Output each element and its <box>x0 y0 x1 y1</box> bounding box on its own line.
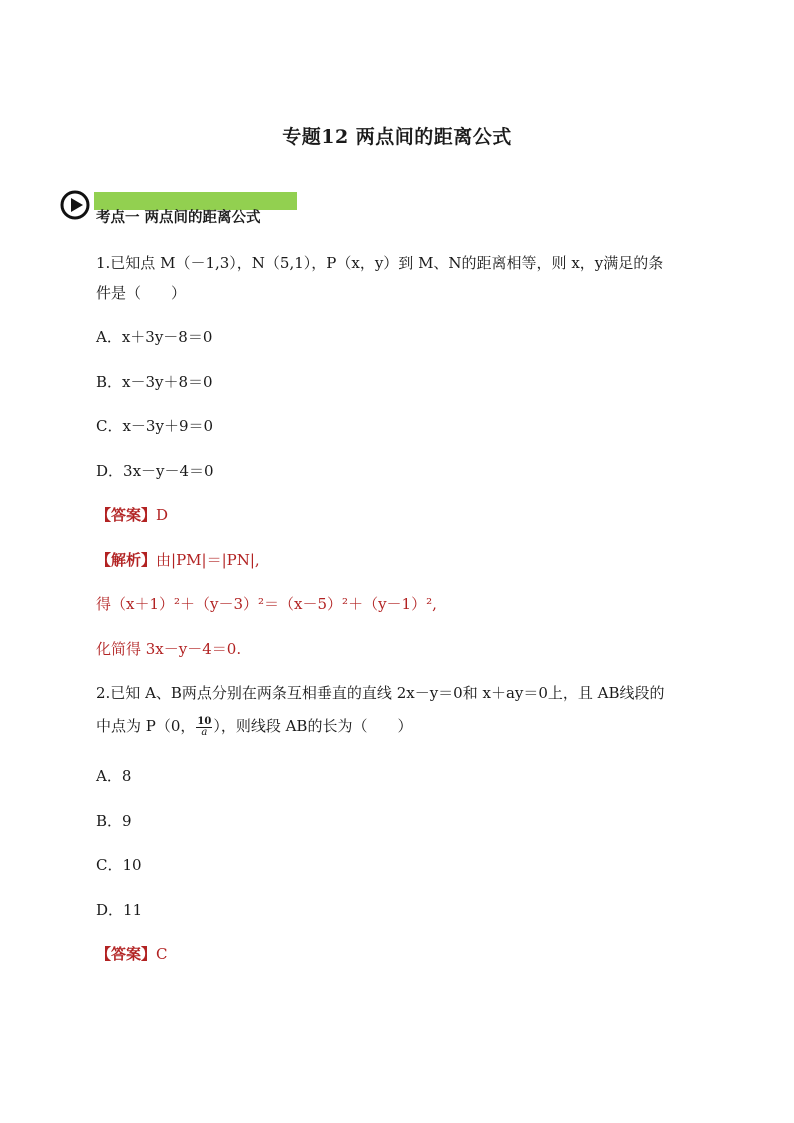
q2-answer-value: C <box>156 945 168 963</box>
q1-stem-line1: 1.已知点 M（－1,3），N（5,1），P（x，y）到 M、N的距离相等，则 x，y满足的条 <box>96 254 664 272</box>
q2-fraction <box>196 717 212 738</box>
q1-option-a: A．x＋3y－8＝0 <box>96 328 213 346</box>
q1-option-d: D．3x－y－4＝0 <box>96 462 214 480</box>
q1-answer-value: D <box>156 506 169 524</box>
q1-analysis-line2: 得（x＋1）²＋（y－3）²＝（x－5）²＋（y－1）², <box>96 595 437 613</box>
q2-option-c: C．10 <box>96 856 142 874</box>
q2-stem-line2-post: ），则线段 AB的长为（ ） <box>213 717 413 735</box>
q1-analysis-line3: 化简得 3x－y－4＝0. <box>96 640 242 658</box>
q1-option-b: B．x－3y＋8＝0 <box>96 373 213 391</box>
page-title: 专题12 两点间的距离公式 <box>282 126 512 148</box>
q2-answer <box>96 944 168 964</box>
q2-option-d: D．11 <box>96 901 143 919</box>
q1-stem-line2: 件是（ ） <box>96 284 187 302</box>
q2-option-b: B．9 <box>96 812 132 830</box>
play-circle-icon <box>60 190 90 220</box>
section-title: 考点一 两点间的距离公式 <box>96 209 261 226</box>
q2-stem-line1: 2.已知 A、B两点分别在两条互相垂直的直线 2x－y＝0和 x＋ay＝0上，且 AB线段的 <box>96 684 665 702</box>
q1-answer <box>96 505 168 525</box>
q1-analysis-label: 【解析】 <box>96 551 157 569</box>
q2-answer-label: 【答案】 <box>96 945 157 963</box>
section-header <box>60 186 300 226</box>
q2-fraction-denominator: a <box>201 726 208 738</box>
q2-stem-line2-pre: 中点为 P（0， <box>96 717 196 735</box>
q2-stem-line2 <box>96 716 412 738</box>
q1-analysis-line1 <box>96 550 260 570</box>
q1-answer-label: 【答案】 <box>96 506 157 524</box>
q2-fraction-numerator: 10 <box>197 715 212 727</box>
q2-option-a: A．8 <box>96 767 132 785</box>
q1-analysis-text1: 由|PM|＝|PN|, <box>156 551 260 569</box>
q1-option-c: C．x－3y＋9＝0 <box>96 417 214 435</box>
